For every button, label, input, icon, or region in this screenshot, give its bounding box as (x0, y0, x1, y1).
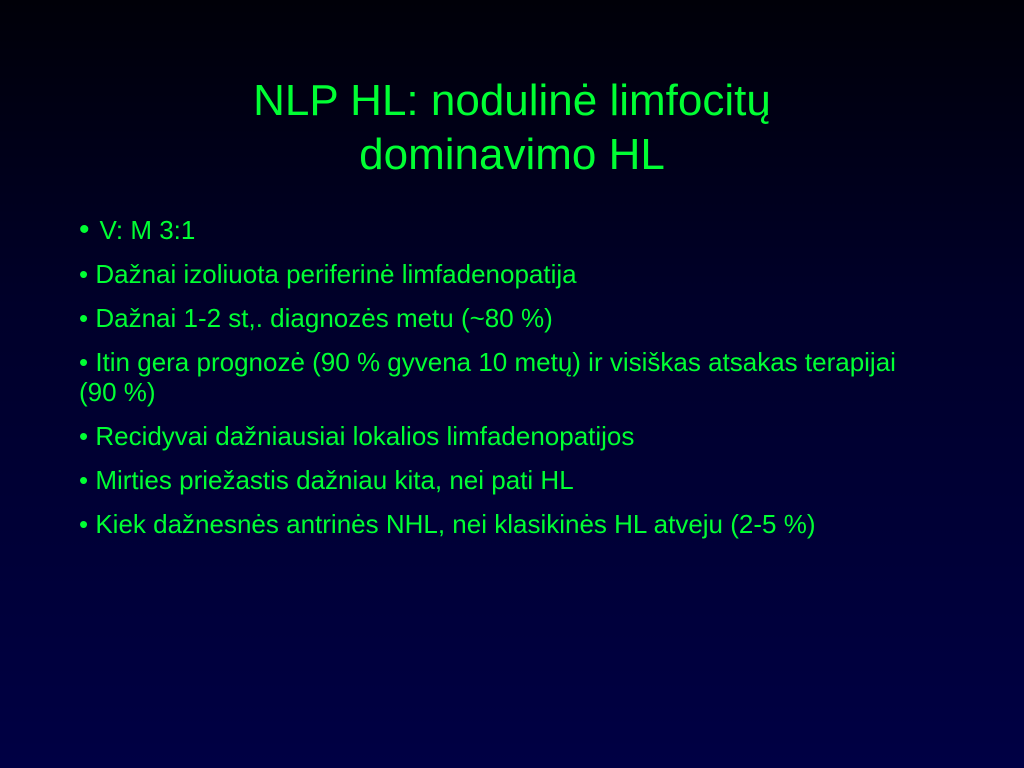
bullet-item: • Itin gera prognozė (90 % gyvena 10 metų) ir visiškas atsakas terapijai (90 %) (79, 347, 896, 407)
bullet-text: V: M 3:1 (99, 215, 196, 245)
bullet-item: • Recidyvai dažniausiai lokalios limfadenopatijos (79, 421, 635, 451)
bullet-item: • Dažnai izoliuota periferinė limfadenopatija (79, 259, 577, 289)
slide-title-line-1: NLP HL: nodulinė limfocitų (253, 76, 771, 125)
bullet-item: • Mirties priežastis dažniau kita, nei pati HL (79, 465, 574, 495)
bullet-item: • Kiek dažnesnės antrinės NHL, nei klasikinės HL atveju (2-5 %) (79, 509, 816, 539)
slide-title-line-2: dominavimo HL (359, 130, 665, 179)
bullet-item: • Dažnai 1-2 st,. diagnozės metu (~80 %) (79, 303, 553, 333)
bullet-icon: • (79, 213, 90, 246)
slide-title (0, 74, 1024, 182)
bullet-list (79, 215, 939, 553)
bullet-item-ratio (79, 215, 939, 245)
